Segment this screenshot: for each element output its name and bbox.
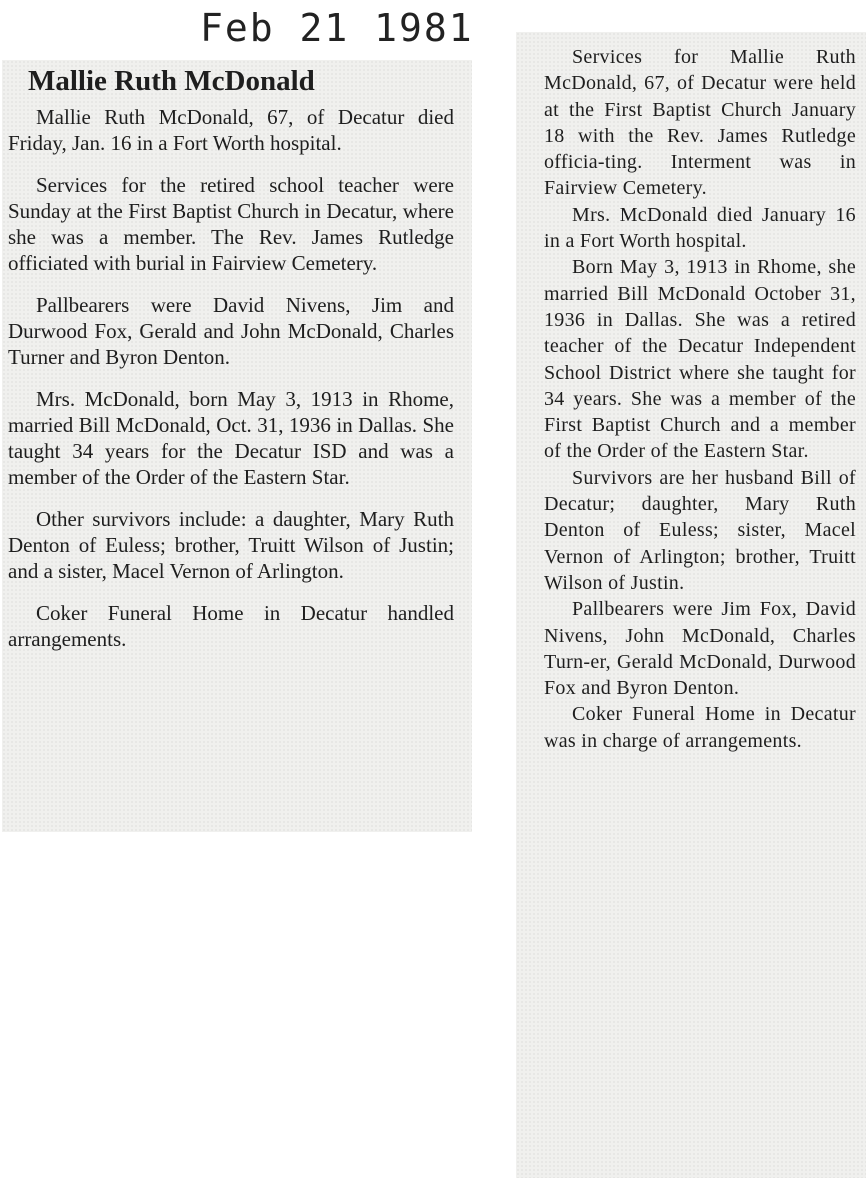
obituary-clipping-left (2, 60, 472, 832)
left-paragraph-services: Services for the retired school teacher were Sunday at the First Baptist Church in Decatur, where she was a member. The Rev. James Rutledge officiated with burial in Fairview Cemetery. (8, 173, 454, 275)
left-paragraph-survivors: Other survivors include: a daughter, Mary Ruth Denton of Euless; brother, Truitt Wilson of Justin; and a sister, Macel Vernon of Arlington. (8, 507, 454, 583)
right-paragraph-survivors: Survivors are her husband Bill of Decatur; daughter, Mary Ruth Denton of Euless; sister, Macel Vernon of Arlington; brother, Truitt Wilson of Justin. (544, 466, 856, 594)
right-paragraph-services: Services for Mallie Ruth McDonald, 67, of Decatur were held at the First Baptist Church January 18 with the Rev. James Rutledge officia-ting. Interment was in Fairview Cemetery. (544, 46, 856, 200)
right-paragraph-pallbearers: Pallbearers were Jim Fox, David Nivens, John McDonald, Charles Turn-er, Gerald McDonald, Durwood Fox and Byron Denton. (544, 598, 856, 700)
left-paragraph-pallbearers: Pallbearers were David Nivens, Jim and Durwood Fox, Gerald and John McDonald, Charles Turner and Byron Denton. (8, 293, 454, 369)
obituary-headline: Mallie Ruth McDonald (28, 65, 315, 97)
left-paragraph-arrangements: Coker Funeral Home in Decatur handled arrangements. (8, 601, 454, 651)
right-paragraph-death-notice: Mrs. McDonald died January 16 in a Fort Worth hospital. (544, 203, 856, 253)
left-paragraph-biography: Mrs. McDonald, born May 3, 1913 in Rhome, married Bill McDonald, Oct. 31, 1936 in Dallas. She taught 34 years for the Decatur ISD and was a member of the Order of the Eastern Star. (8, 387, 454, 489)
handwritten-date: Feb 21 1981 (200, 6, 474, 50)
obituary-clipping-right (516, 32, 866, 1178)
right-paragraph-arrangements: Coker Funeral Home in Decatur was in charge of arrangements. (544, 703, 856, 752)
right-paragraph-biography: Born May 3, 1913 in Rhome, she married Bill McDonald October 31, 1936 in Dallas. She was a retired teacher of the Decatur Independent School District where she taught for 34 years. She was a member of the First Baptist Church and a member of the Order of the Eastern Star. (544, 256, 856, 463)
left-paragraph-death-notice: Mallie Ruth McDonald, 67, of Decatur died Friday, Jan. 16 in a Fort Worth hospital. (8, 105, 454, 155)
